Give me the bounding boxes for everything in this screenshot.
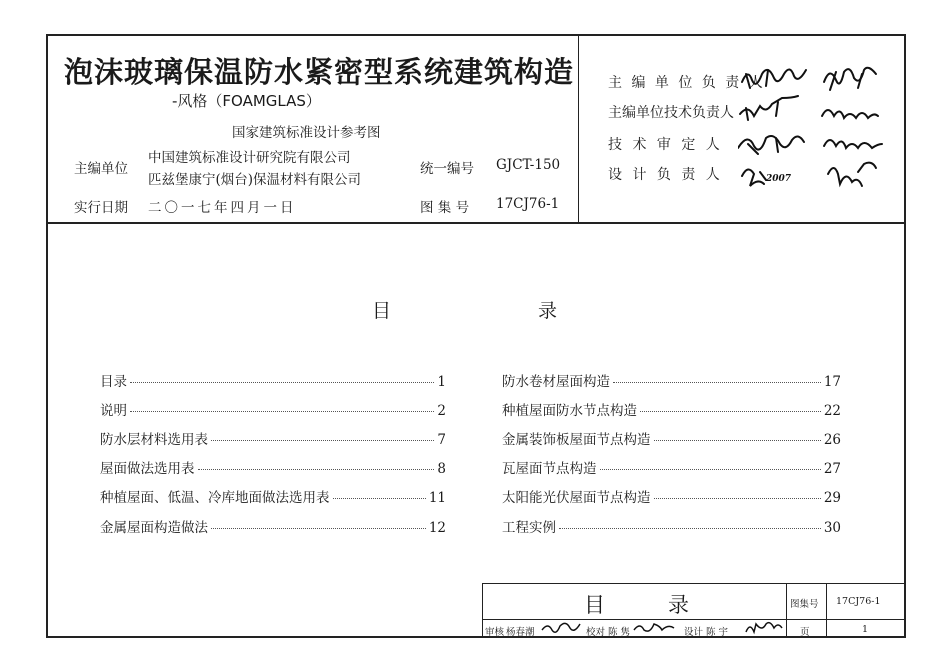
checker-name: 陈 隽	[608, 627, 631, 638]
title-block-title-right: 录	[668, 593, 689, 617]
date-label: 实行日期	[74, 200, 128, 216]
toc-entry[interactable]: 种植屋面、低温、冷库地面做法选用表 11	[100, 490, 446, 506]
toc-entry[interactable]: 屋面做法选用表 8	[100, 461, 446, 477]
toc-heading-left: 目	[372, 300, 392, 322]
title-block-page-label: 页	[800, 627, 810, 638]
toc-entry[interactable]: 防水层材料选用表 7	[100, 432, 446, 448]
review-label: 审核	[485, 627, 505, 638]
date-value: 二〇一七年四月一日	[148, 200, 297, 216]
role-tech-reviewer: 技 术 审 定 人	[608, 137, 723, 153]
toc-entry[interactable]: 说明 2	[100, 403, 446, 419]
header-vertical-divider	[578, 34, 579, 222]
handwritten-signatures	[738, 60, 898, 200]
title-block-atlas-label: 图集号	[790, 599, 819, 610]
design-label: 设计	[684, 627, 704, 638]
atlas-no-label: 图 集 号	[420, 200, 470, 216]
role-chief-unit-leader: 主 编 单 位 负 责 人	[608, 75, 766, 91]
atlas-title: 泡沫玻璃保温防水紧密型系统建筑构造	[64, 55, 575, 89]
title-block-title-left: 目	[584, 593, 605, 617]
unified-no: GJCT-150	[496, 157, 561, 173]
toc-entry[interactable]: 太阳能光伏屋面节点构造 29	[502, 490, 841, 506]
toc-heading-right: 录	[538, 300, 558, 322]
designer-name: 陈 宇	[706, 627, 729, 638]
reviewer-name: 杨春潮	[506, 627, 535, 638]
editor-unit-1: 中国建筑标准设计研究院有限公司	[148, 150, 351, 166]
header-divider	[46, 222, 906, 224]
designer-signature	[744, 620, 784, 636]
toc-entry[interactable]: 金属装饰板屋面节点构造 26	[502, 432, 841, 448]
checker-signature	[632, 620, 676, 636]
atlas-subtitle: -风格（FOAMGLAS）	[172, 92, 321, 110]
toc-entry[interactable]: 瓦屋面节点构造 27	[502, 461, 841, 477]
title-block-page-no: 1	[862, 624, 869, 635]
toc-entry[interactable]: 金属屋面构造做法 12	[100, 520, 446, 536]
unified-no-label: 统一编号	[420, 161, 474, 177]
role-design-leader: 设 计 负 责 人	[608, 167, 723, 183]
toc-entry[interactable]: 目录 1	[100, 374, 446, 390]
editor-unit-label: 主编单位	[74, 161, 128, 177]
toc-entry[interactable]: 工程实例 30	[502, 520, 841, 536]
atlas-no: 17CJ76-1	[496, 196, 560, 212]
reviewer-signature	[540, 620, 584, 636]
check-label: 校对	[586, 627, 606, 638]
toc-entry[interactable]: 防水卷材屋面构造 17	[502, 374, 841, 390]
toc-entry[interactable]: 种植屋面防水节点构造 22	[502, 403, 841, 419]
role-tech-leader: 主编单位技术负责人	[608, 105, 734, 121]
editor-unit-2: 匹兹堡康宁(烟台)保温材料有限公司	[148, 172, 362, 188]
svg-text:2007: 2007	[766, 174, 792, 184]
title-block-atlas-no: 17CJ76-1	[836, 596, 881, 607]
atlas-category: 国家建筑标准设计参考图	[232, 125, 381, 141]
